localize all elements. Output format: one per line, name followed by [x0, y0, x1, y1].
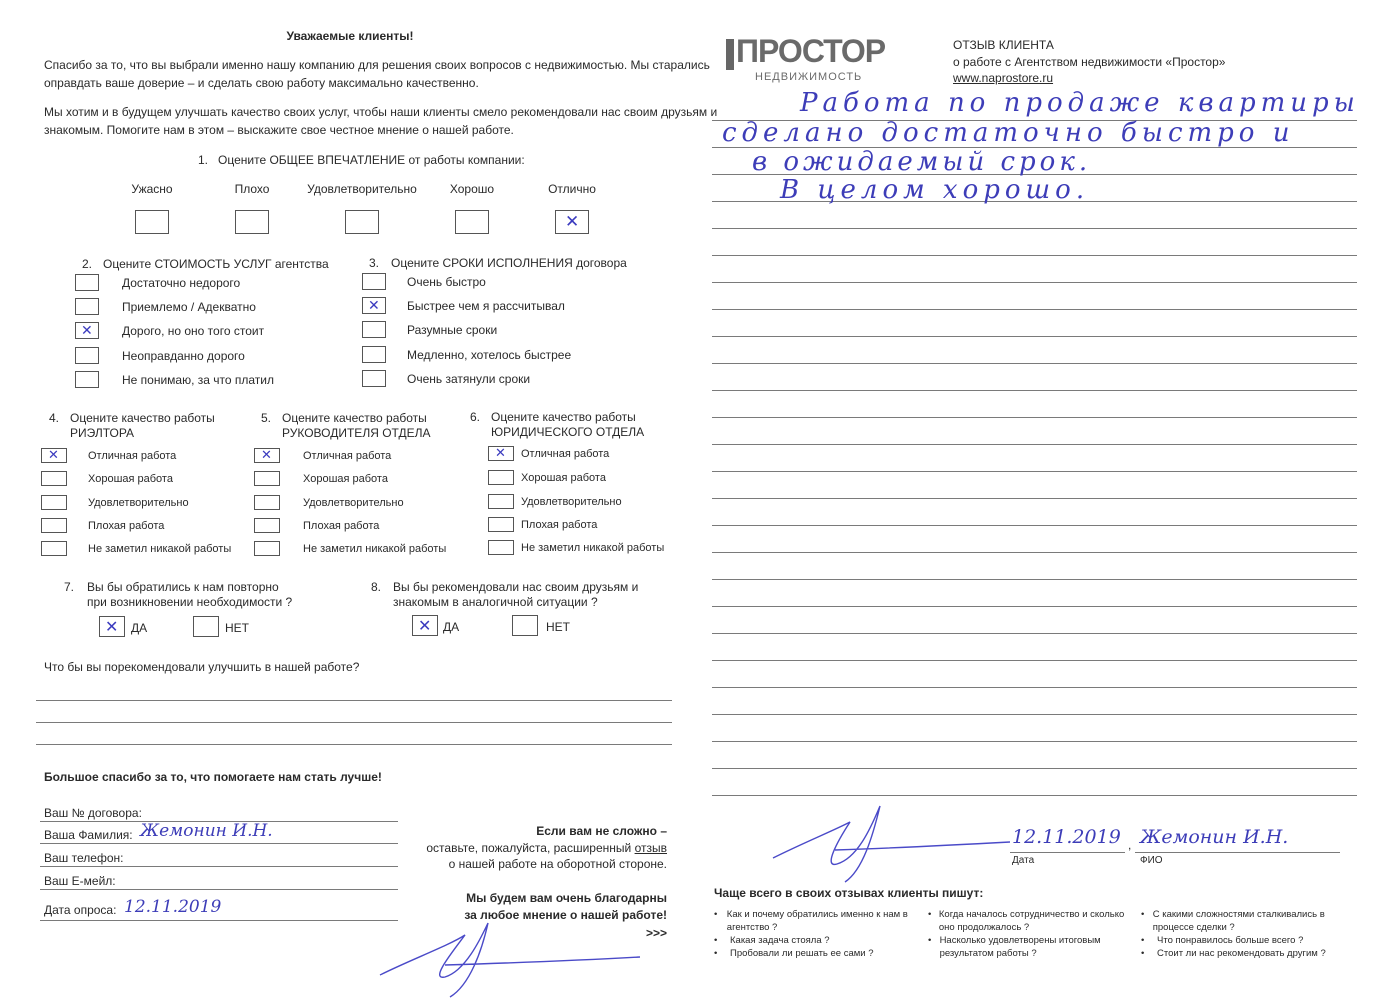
review-line-2: сделано достаточно быстро и: [722, 118, 1295, 148]
review-line-4: В целом хорошо.: [780, 175, 1090, 205]
logo-sub: НЕДВИЖИМОСТЬ: [755, 71, 863, 83]
q6-option-3: Удовлетворительно: [521, 496, 622, 508]
q1-checkbox-awful[interactable]: [135, 210, 169, 234]
review-rule-line: [712, 471, 1357, 472]
q4-checkbox-4[interactable]: [41, 518, 67, 533]
q2-option-1: Достаточно недорого: [122, 276, 241, 290]
email-line: [40, 889, 398, 890]
check-mark-icon: ✕: [565, 212, 580, 232]
q8-label-yes: ДА: [443, 620, 460, 634]
q6-number: 6.: [470, 410, 481, 424]
improve-question: Что бы вы порекомендовали улучшить в нашей работе?: [44, 660, 360, 674]
review-date-label: Дата: [1012, 855, 1035, 866]
review-rule-line: [712, 363, 1357, 364]
review-rule-line: [712, 795, 1357, 796]
q1-checkbox-good[interactable]: [455, 210, 489, 234]
review-rule-line: [712, 768, 1357, 769]
tip-text: С какими сложностями сталкивались в процессе сделки ?: [1152, 909, 1325, 933]
check-mark-icon: ✕: [105, 617, 119, 636]
review-date-value[interactable]: 12.11.2019: [1012, 826, 1121, 848]
review-rule-line: [712, 228, 1357, 229]
review-rule-line: [712, 606, 1357, 607]
review-date-line: [1010, 852, 1125, 853]
signature-left-icon: [370, 905, 650, 1000]
q1-number: 1.: [198, 153, 209, 167]
review-rule-line: [712, 417, 1357, 418]
q1-checkbox-excellent[interactable]: [555, 210, 589, 234]
review-rule-line: [712, 309, 1357, 310]
q2-option-2: Приемлемо / Адекватно: [122, 300, 256, 314]
q1-label-bad: Плохо: [234, 182, 270, 196]
tips-title: Чаще всего в своих отзывах клиенты пишут:: [714, 886, 984, 900]
review-header-sub: о работе с Агентством недвижимости «Простор»: [953, 55, 1226, 69]
intro-2-line-2: знакомым. Помогите нам в этом – выскажите свое честное мнение о нашей работе.: [44, 123, 514, 137]
tip-item: [928, 908, 1128, 934]
q3-checkbox-3[interactable]: [362, 321, 386, 338]
review-rule-line: [712, 390, 1357, 391]
phone-label: Ваш телефон:: [44, 851, 124, 865]
q8-title-1: Вы бы рекомендовали нас своим друзьям и: [393, 580, 639, 594]
q5-option-4: Плохая работа: [303, 520, 380, 532]
logo-bar-icon: [726, 39, 734, 70]
q6-checkbox-4[interactable]: [488, 517, 514, 532]
q5-option-5: Не заметил никакой работы: [303, 543, 447, 555]
review-name-value[interactable]: Жемонин И.Н.: [1140, 826, 1289, 848]
tip-item: [1141, 934, 1341, 947]
note-line-2-text: оставьте, пожалуйста, расширенный: [426, 841, 635, 855]
surname-line: [40, 843, 398, 844]
intro-1-line-1: Спасибо за то, что вы выбрали именно нашу компанию для решения своих вопросов с недвижимостью. Мы старались: [44, 58, 710, 72]
q8-number: 8.: [371, 580, 382, 594]
surname-label: Ваша Фамилия:: [44, 828, 133, 842]
note-line-2: [400, 841, 667, 855]
q5-checkbox-4[interactable]: [254, 518, 280, 533]
q4-number: 4.: [49, 411, 60, 425]
tip-item: [714, 934, 914, 947]
bullet-icon: •: [1141, 948, 1145, 959]
review-rule-line: [712, 336, 1357, 337]
check-mark-icon: ✕: [48, 448, 59, 463]
tip-item: [1141, 908, 1341, 934]
review-rule-line: [712, 444, 1357, 445]
q3-checkbox-2[interactable]: [362, 297, 386, 314]
q5-number: 5.: [261, 411, 272, 425]
q4-title-1: Оцените качество работы: [70, 411, 215, 425]
q1-checkbox-bad[interactable]: [235, 210, 269, 234]
intro-2-line-1: Мы хотим и в будущем улучшать качество своих услуг, чтобы наши клиенты смело рекомендовали нас своим друзьям и: [44, 105, 718, 119]
q5-checkbox-5[interactable]: [254, 541, 280, 556]
date-label: Дата опроса:: [44, 903, 117, 917]
review-header-title: ОТЗЫВ КЛИЕНТА: [953, 38, 1054, 52]
q7-checkbox-yes[interactable]: [99, 616, 125, 637]
q3-checkbox-1[interactable]: [362, 273, 386, 290]
q7-number: 7.: [64, 580, 75, 594]
left-title: Уважаемые клиенты!: [286, 29, 414, 43]
q8-label-no: НЕТ: [546, 620, 570, 634]
tip-text: Когда началось сотрудничество и сколько оно продолжалось ?: [938, 909, 1125, 933]
tip-text: Насколько удовлетворены итоговым результатом работы ?: [939, 935, 1101, 959]
q8-checkbox-no[interactable]: [512, 615, 538, 636]
q5-option-1: Отличная работа: [303, 450, 392, 462]
q8-checkbox-yes[interactable]: [412, 615, 438, 636]
check-mark-icon: ✕: [368, 298, 380, 314]
check-mark-icon: ✕: [418, 616, 432, 635]
q2-option-5: Не понимаю, за что платил: [122, 373, 275, 387]
q1-label-satisfactory: Удовлетворительно: [307, 182, 417, 196]
tip-item: [1141, 947, 1341, 960]
phone-line: [40, 866, 398, 867]
intro-1-line-2: оправдать ваше доверие – и сделать свою работу максимально качественно.: [44, 76, 479, 90]
tip-text: Какая задача стояла ?: [730, 935, 830, 946]
q4-title-2: РИЭЛТОРА: [70, 426, 135, 440]
q6-option-2: Хорошая работа: [521, 472, 606, 484]
q2-checkbox-5[interactable]: [75, 371, 99, 388]
tip-item: [714, 908, 914, 934]
check-mark-icon: ✕: [81, 323, 93, 339]
q5-option-2: Хорошая работа: [303, 473, 388, 485]
email-label: Ваш Е-мейл:: [44, 874, 116, 888]
review-rule-line: [712, 687, 1357, 688]
q1-label-awful: Ужасно: [131, 182, 173, 196]
q2-option-4: Неоправданно дорого: [122, 349, 245, 363]
q5-title-1: Оцените качество работы: [282, 411, 427, 425]
q5-checkbox-2[interactable]: [254, 471, 280, 486]
check-mark-icon: ✕: [261, 448, 272, 463]
bullet-icon: •: [928, 909, 932, 920]
q1-checkbox-satisfactory[interactable]: [345, 210, 379, 234]
q4-checkbox-3[interactable]: [41, 495, 67, 510]
note-arrows: >>>: [645, 926, 667, 940]
q6-checkbox-2[interactable]: [488, 470, 514, 485]
note-thanks-1: Мы будем вам очень благодарны: [466, 891, 667, 905]
q4-option-2: Хорошая работа: [88, 473, 173, 485]
q2-checkbox-1[interactable]: [75, 274, 99, 291]
review-name-line: [1135, 852, 1340, 853]
q3-option-2: Быстрее чем я рассчитывал: [407, 299, 565, 313]
tips-column-3: [1141, 908, 1341, 960]
q6-title-1: Оцените качество работы: [491, 410, 636, 424]
review-rule-line: [712, 714, 1357, 715]
q1-title: Оцените ОБЩЕЕ ВПЕЧАТЛЕНИЕ от работы компании:: [218, 153, 525, 167]
q4-checkbox-2[interactable]: [41, 471, 67, 486]
q4-checkbox-1[interactable]: [41, 448, 67, 463]
q4-option-1: Отличная работа: [88, 450, 177, 462]
tip-text: Пробовали ли решать ее сами ?: [730, 948, 874, 959]
review-rule-line: [712, 552, 1357, 553]
q2-option-3: Дорого, но оно того стоит: [122, 324, 265, 338]
q7-title-2: при возникновении необходимости ?: [87, 595, 293, 609]
note-review-link[interactable]: отзыв: [634, 841, 667, 855]
tip-text: Как и почему обратились именно к нам в агентство ?: [726, 909, 908, 933]
tip-item: [928, 934, 1128, 960]
thanks-heading: Большое спасибо за то, что помогаете нам стать лучше!: [44, 770, 382, 784]
q1-label-excellent: Отлично: [548, 182, 596, 196]
review-rule-line: [712, 579, 1357, 580]
q8-title-2: знакомым в аналогичной ситуации ?: [393, 595, 598, 609]
q4-option-4: Плохая работа: [88, 520, 165, 532]
review-rule-line: [712, 525, 1357, 526]
bullet-icon: •: [714, 909, 718, 920]
q6-option-5: Не заметил никакой работы: [521, 542, 665, 554]
tip-text: Что понравилось больше всего ?: [1157, 935, 1304, 946]
signature-right-icon: [765, 800, 1015, 890]
improve-line-3[interactable]: [36, 744, 672, 745]
q7-title-1: Вы бы обратились к нам повторно: [87, 580, 279, 594]
q7-label-no: НЕТ: [225, 621, 249, 635]
review-line-1: Работа по продаже квартиры: [800, 88, 1360, 118]
check-mark-icon: ✕: [495, 446, 506, 461]
note-line-1: Если вам не сложно –: [536, 824, 667, 838]
review-rule-line: [712, 741, 1357, 742]
review-rule-line: [712, 633, 1357, 634]
bullet-icon: •: [714, 948, 718, 959]
note-thanks-2: за любое мнение о нашей работе!: [464, 908, 667, 922]
bullet-icon: •: [1141, 935, 1145, 946]
q3-checkbox-5[interactable]: [362, 370, 386, 387]
q3-option-4: Медленно, хотелось быстрее: [407, 348, 572, 362]
review-rule-line: [712, 282, 1357, 283]
q4-checkbox-5[interactable]: [41, 541, 67, 556]
q6-title-2: ЮРИДИЧЕСКОГО ОТДЕЛА: [491, 425, 645, 439]
q1-label-good: Хорошо: [449, 182, 495, 196]
q3-option-1: Очень быстро: [407, 275, 486, 289]
q2-checkbox-3[interactable]: [75, 322, 99, 339]
review-line-3: в ожидаемый срок.: [752, 147, 1092, 177]
improve-line-1[interactable]: [36, 700, 672, 701]
comma-separator: ,: [1128, 838, 1132, 852]
q3-option-3: Разумные сроки: [407, 323, 498, 337]
q2-title: Оцените СТОИМОСТЬ УСЛУГ агентства: [103, 257, 329, 271]
q4-option-3: Удовлетворительно: [88, 497, 189, 509]
q4-option-5: Не заметил никакой работы: [88, 543, 232, 555]
logo-main: ПРОСТОР: [736, 33, 886, 69]
review-rule-line: [712, 498, 1357, 499]
q7-checkbox-no[interactable]: [193, 616, 219, 637]
q3-title: Оцените СРОКИ ИСПОЛНЕНИЯ договора: [391, 256, 627, 270]
tip-text: Стоит ли нас рекомендовать другим ?: [1157, 948, 1326, 959]
improve-line-2[interactable]: [36, 722, 672, 723]
q3-number: 3.: [369, 256, 380, 270]
contract-label: Ваш № договора:: [44, 806, 142, 820]
surname-value[interactable]: Жемонин И.Н.: [140, 821, 273, 841]
review-header-url[interactable]: www.naprostore.ru: [953, 71, 1054, 85]
date-line: [40, 920, 398, 921]
bullet-icon: •: [1141, 909, 1145, 920]
q5-option-3: Удовлетворительно: [303, 497, 404, 509]
q5-title-2: РУКОВОДИТЕЛЯ ОТДЕЛА: [282, 426, 431, 440]
tips-column-1: [714, 908, 914, 960]
q6-checkbox-3[interactable]: [488, 494, 514, 509]
q2-checkbox-4[interactable]: [75, 347, 99, 364]
q7-label-yes: ДА: [131, 621, 148, 635]
bullet-icon: •: [928, 935, 932, 946]
q5-checkbox-1[interactable]: [254, 448, 280, 463]
q6-option-1: Отличная работа: [521, 448, 610, 460]
q3-checkbox-4[interactable]: [362, 346, 386, 363]
tip-item: [714, 947, 914, 960]
date-value[interactable]: 12.11.2019: [124, 897, 222, 917]
tips-column-2: [928, 908, 1128, 960]
bullet-icon: •: [714, 935, 718, 946]
review-name-label: ФИО: [1140, 855, 1163, 866]
review-rule-line: [712, 255, 1357, 256]
q2-number: 2.: [82, 257, 93, 271]
q6-option-4: Плохая работа: [521, 519, 598, 531]
q2-checkbox-2[interactable]: [75, 298, 99, 315]
q5-checkbox-3[interactable]: [254, 495, 280, 510]
review-rule-line: [712, 660, 1357, 661]
q3-option-5: Очень затянули сроки: [407, 372, 531, 386]
note-line-3: о нашей работе на оборотной стороне.: [448, 857, 667, 871]
q6-checkbox-5[interactable]: [488, 540, 514, 555]
q6-checkbox-1[interactable]: [488, 446, 514, 461]
